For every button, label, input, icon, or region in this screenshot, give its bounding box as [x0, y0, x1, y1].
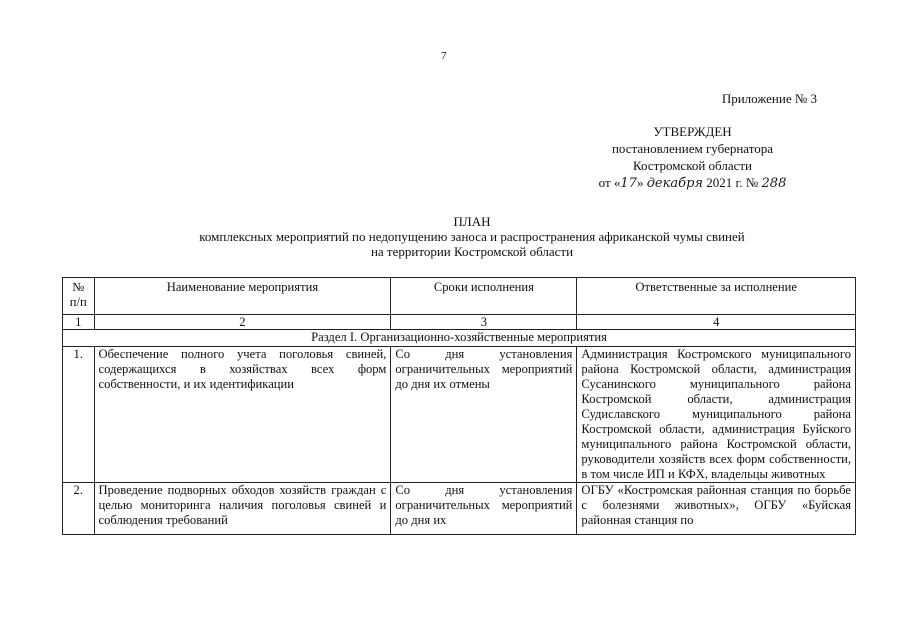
- row-name: Обеспечение полного учета поголовья свиней, содержащихся в хозяйствах всех форм собственности, и их идентификации: [94, 347, 391, 483]
- col-number: 2: [94, 315, 391, 330]
- approval-date-line: [560, 174, 825, 192]
- section-row: [63, 330, 856, 347]
- col-number: 3: [391, 315, 577, 330]
- approval-line-1: постановлением губернатора: [611, 141, 774, 156]
- row-name: Проведение подворных обходов хозяйств граждан с целью мониторинга наличия поголовья свиней и соблюдения требований: [98, 483, 387, 527]
- header-name: Наименование мероприятия: [94, 278, 391, 315]
- date-day: 17: [620, 176, 637, 191]
- row-name-cell: [94, 483, 391, 535]
- header-responsible: Ответственные за исполнение: [577, 278, 856, 315]
- approval-block: [560, 90, 825, 192]
- section-title: Раздел I. Организационно-хозяйственные мероприятия: [63, 330, 856, 347]
- date-month: декабря: [646, 176, 703, 191]
- col-number: 1: [63, 315, 95, 330]
- page-number: 7: [441, 50, 447, 62]
- table-row: [63, 347, 856, 483]
- date-mid: »: [636, 175, 647, 190]
- plan-title: [90, 214, 854, 259]
- date-year: 2021 г. №: [703, 175, 762, 190]
- plan-subtitle-2: на территории Костромской области: [370, 244, 574, 259]
- row-number: 2.: [63, 483, 95, 535]
- row-term: Со дня установления ограничительных мероприятий до дня их: [395, 483, 573, 527]
- date-prefix: от «: [598, 175, 621, 190]
- table-row: [63, 483, 856, 535]
- plan-subtitle-1: комплексных мероприятий по недопущению заноса и распространения африканской чумы свиней: [199, 229, 745, 244]
- col-number: 4: [577, 315, 856, 330]
- appendix-label: Приложение № 3: [721, 91, 817, 106]
- plan-heading: ПЛАН: [453, 214, 491, 229]
- header-term: Сроки исполнения: [391, 278, 577, 315]
- row-responsible: ОГБУ «Костромская районная станция по борьбе с болезнями животных», ОГБУ «Буйская районная станция по: [581, 483, 851, 527]
- row-responsible-cell: [577, 483, 856, 535]
- header-num: № п/п: [63, 278, 95, 315]
- row-number: 1.: [63, 347, 95, 483]
- plan-table: [62, 277, 856, 535]
- document-number: 288: [761, 176, 787, 191]
- row-term-cell: [391, 483, 577, 535]
- row-responsible: Администрация Костромского муниципального района Костромской области, администрация Сусанинского муниципального района Костромской области, администрация Судиславского муниципального района Костромской области, администрация Буйского муниципального района Костромской области, руководители хозяйств всех форм собственности, в том числе ИП и КФХ, владельцы животных: [577, 347, 856, 483]
- approval-line-2: Костромской области: [632, 158, 753, 173]
- table-header-row: [63, 278, 856, 315]
- approved-label: УТВЕРЖДЕН: [653, 124, 732, 139]
- row-term: Со дня установления ограничительных мероприятий до дня их отмены: [391, 347, 577, 483]
- column-number-row: [63, 315, 856, 330]
